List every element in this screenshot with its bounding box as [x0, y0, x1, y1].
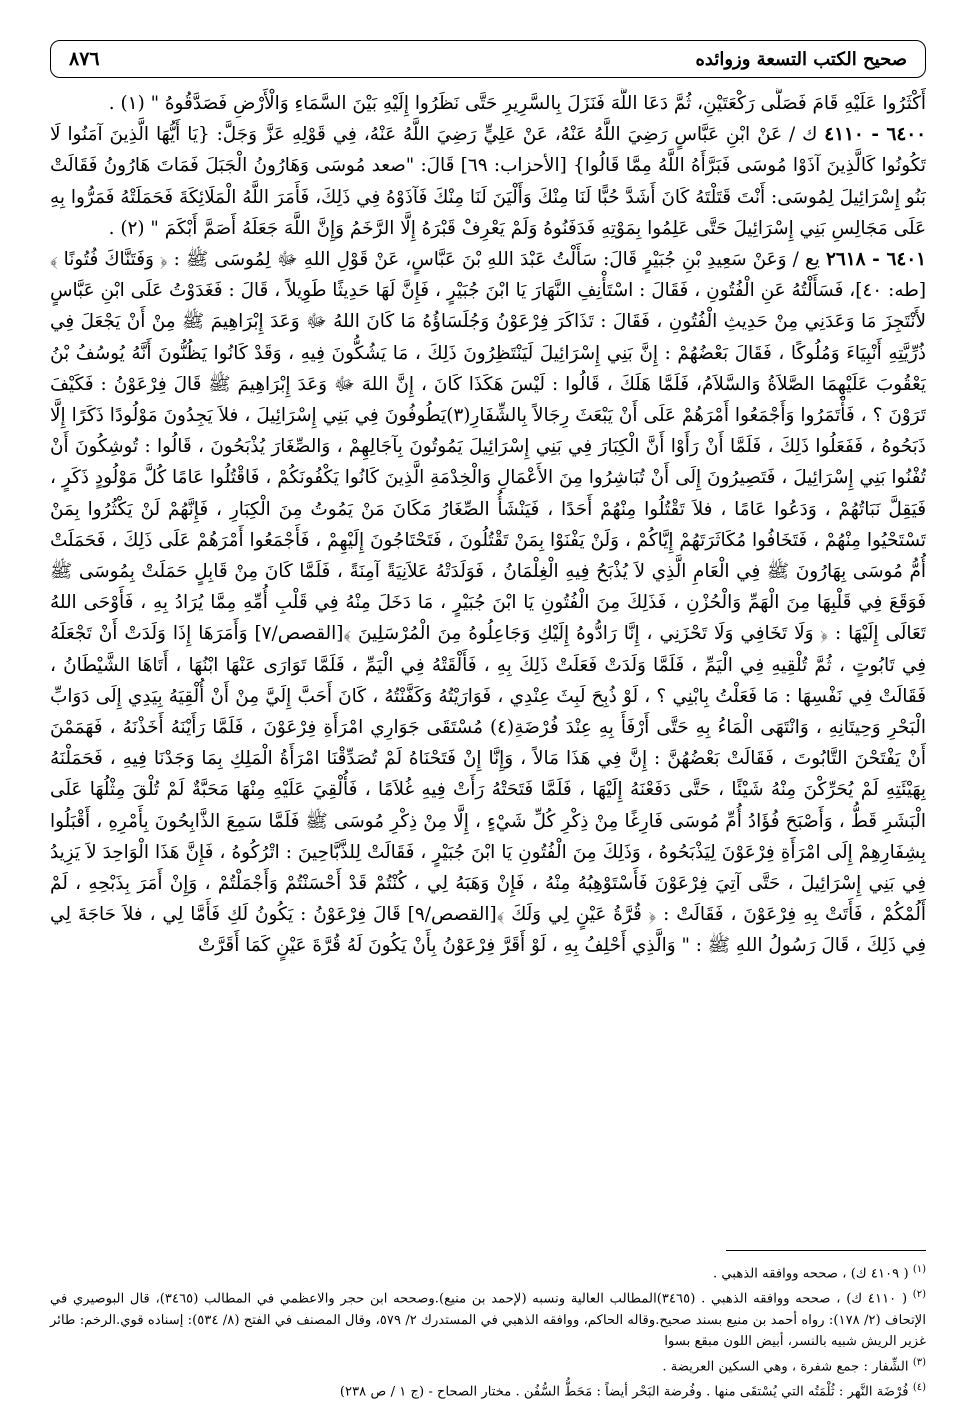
paragraph-continuation: أَكْثَرُوا عَلَيْهِ قَامَ فَصَلَّى رَكْعَتَيْنِ، ثُمَّ دَعَا اللَّهَ فَنَزَلَ بِالسَّرِيرِ حَتَّى نَظَرُوا إِلَيْهِ بَيْنَ السَّمَاءِ وَالْأَرْضِ فَصَدَّقُوهُ " (١) . — [108, 93, 926, 114]
footnote-mark: (٣) — [912, 1356, 926, 1368]
hadith-number: ٦٤٠١ - ٢٦١٨ — [825, 249, 926, 271]
footnote-text: ( ٤١٠٩ ك) ، صححه ووافقه الذهبي . — [713, 1266, 909, 1282]
hadith-6401 — [50, 244, 926, 962]
book-title: صحيح الكتب التسعة وزوائده — [695, 48, 907, 70]
footnote-text: فُرْضَة النَّهر : ثُلْمَتُه التي يُسْتقَى منها . وفُرضة البَحْر أيضاً : مَحَطُّ السُّفُن . مختار الصحاح - (ج ١ / ص ٢٣٨) — [339, 1384, 909, 1400]
hadith-text: يع / وَعَنْ سَعِيدِ بْنِ جُبَيْرٍ قَالَ: سَأَلْتُ عَبْدَ اللهِ بْنَ عَبَّاسٍ، عَنْ قَوْلِ اللهِ ﷻ لِمُوسَى ﷺ : ﴿ وَفَتَنَّاكَ فُتُونًا ﴾[طه: ٤٠]، فَسَأَلْتُهُ عَنِ الْفُتُونِ ، فَقَالَ : اسْتَأْنِفِ النَّهَارَ يَا ابْنَ جُبَيْرٍ ، فَإِنَّ لَهَا حَدِيثًا طَوِيلاً ، قَالَ : فَغَدَوْتُ عَلَى ابْنِ عَبَّاسٍ لأَنْتَجِزَ مَا وَعَدَنِي مِنْ حَدِيثِ الْفُتُونِ ، فَقَالَ : تَذَاكَرَ فِرْعَوْنُ وَجُلَسَاؤُهُ مَا كَانَ اللهُ ﷻ وَعَدَ إِبْرَاهِيمَ ﷺ مِنْ أَنْ يَجْعَلَ فِي ذُرِّيَّتِهِ أَنْبِيَاءَ وَمُلُوكًا ، فَقَالَ بَعْضُهُمْ : إِنَّ بَنِي إِسْرَائِيلَ لَيَنْتَظِرُونَ ذَلِكَ ، مَا يَشُكُّونَ فِيهِ ، وَقَدْ كَانُوا يَظُنُّونَ أَنَّهُ يُوسُفُ بْنُ يَعْقُوبَ عَلَيْهِمَا الصَّلاَةُ وَالسَّلاَمُ، فَلَمَّا هَلَكَ ، قَالُوا : لَيْسَ هَكَذَا كَانَ ، إِنَّ اللهَ ﷻ وَعَدَ إِبْرَاهِيمَ ﷺ قَالَ فِرْعَوْنُ : فَكَيْفَ تَرَوْنَ ؟ ، فَأْتَمَرُوا وَأَجْمَعُوا أَمْرَهُمْ عَلَى أَنْ يَبْعَثَ رِجَالاً بِالشِّفَارِ(٣)يَطُوفُونَ فِي بَنِي إِسْرَائِيلَ ، فلاَ يَجِدُونَ مَوْلُودًا ذَكَرًا إِلَّا ذَبَحُوهُ ، فَفَعَلُوا ذَلِكَ ، فَلَمَّا أَنْ رَأَوْا أَنَّ الْكِبَارَ فِي بَنِي إِسْرَائِيلَ يَمُوتُونَ بِآجَالِهِمْ ، وَالصِّغَارَ يُذْبَحُونَ ، قَالُوا : تُوشِكُونَ أَنْ تُفْنُوا بَنِي إِسْرَائِيلَ ، فَتَصِيرُونَ إِلَى أَنْ تُبَاشِرُوا مِنَ الأَعْمَالِ وَالْخِدْمَةِ الَّذِينَ كَانُوا يَكْفُونَكُمْ ، فَاقْتُلُوا عَامًا كُلَّ مَوْلُودٍ ذَكَرٍ ، فَيَقِلَّ نَبَاتُهُمْ ، وَدَعُوا عَامًا ، فلاَ تَقْتُلُوا مِنْهُمْ أَحَدًا ، فَيَنْشَأُ الصِّغَارُ مَكَانَ مَنْ يَمُوتُ مِنَ الْكِبَارِ ، فَإِنَّهُمْ لَنْ يَكْثُرُوا بِمَنْ تَسْتَحْيُوا مِنْهُمْ ، فَتَخَافُوا مُكَاثَرَتَهُمْ إِيَّاكُمْ ، وَلَنْ يَفْنَوْا بِمَنْ تَقْتُلُونَ ، فَتَحْتَاجُونَ إِلَيْهِمْ ، فَأَجْمَعُوا أَمْرَهُمْ عَلَى ذَلِكَ ، فَحَمَلَتْ أُمُّ مُوسَى بِهَارُونَ ﷺ فِي الْعَامِ الَّذِي لاَ يُذْبَحُ فِيهِ الْغِلْمَانُ ، فَوَلَدَتْهُ عَلاَنِيَةً آمِنَةً ، فَلَمَّا كَانَ مِنْ قَابِلٍ حَمَلَتْ بِمُوسَى ﷺ فَوَقَعَ فِي قَلْبِهَا مِنَ الْهَمِّ وَالْحُزْنِ ، فَذَلِكَ مِنَ الْفُتُونِ يَا ابْنَ جُبَيْرٍ ، مَا دَخَلَ مِنْهُ فِي قَلْبِ أُمِّهِ مِمَّا يُرَادُ بِهِ ، فَأَوْحَى اللهُ تَعَالَى إِلَيْهَا : ﴿ وَلَا تَخَافِي وَلَا تَحْزَنِي ، إِنَّا رَادُّوهُ إِلَيْكِ وَجَاعِلُوهُ مِنَ الْمُرْسَلِينَ ﴾[القصص/٧] وَأَمَرَهَا إِذَا وَلَدَتْ أَنْ تَجْعَلَهُ فِي تَابُوتٍ ، ثُمَّ تُلْقِيهِ فِي الْيَمِّ ، فَلَمَّا وَلَدَتْ فَعَلَتْ ذَلِكَ بِهِ ، فَأَلْقَتْهُ فِي الْيَمِّ ، فَلَمَّا تَوَارَى عَنْهَا ابْنُهَا ، أَتَاهَا الشَّيْطَانُ ، فَقَالَتْ فِي نَفْسِهَا : مَا فَعَلْتُ بِابْنِي ؟ ، لَوْ ذُبِحَ لَبِثَ عِنْدِي ، فَوَارَيْتُهُ وَكَفَّنْتُهُ ، كَانَ أَحَبَّ إِلَيَّ مِنْ أَنْ أُلْقِيَهُ بِيَدِي إِلَى دَوَابِّ الْبَحْرِ وَحِيتَانِهِ ، وَانْتَهَى الْمَاءُ بِهِ حَتَّى أَرْفَأَ بِهِ عِنْدَ فُرْضَةِ(٤) مُسْتَقَى جَوَارِي امْرَأَةِ فِرْعَوْنَ ، فَلَمَّا رَأَيْنَهُ أَخَذْنَهُ ، فَهَمَمْنَ أَنْ يَفْتَحْنَ التَّابُوتَ ، فَقَالَتْ بَعْضُهُنَّ : إِنَّ فِي هَذَا مَالاً ، وَإِنَّا إِنْ فَتَحْنَاهُ لَمْ تُصَدِّقْنَا امْرَأَةُ الْمَلِكِ بِمَا وَجَدْنَا فِيهِ ، فَحَمَلْنَهُ بِهَيْئَتِهِ لَمْ يُحَرِّكْنَ مِنْهُ شَيْئًا ، حَتَّى دَفَعْنَهُ إِلَيْهَا ، فَلَمَّا فَتَحَتْهُ رَأَتْ فِيهِ غُلاَمًا ، فَأُلْقِيَ عَلَيْهِ مِنْهَا مَحَبَّةٌ لَمْ تُلْقَ مِثْلُهَا عَلَى الْبَشَرِ قَطُّ ، وَأَصْبَحَ فُؤَادُ أُمِّ مُوسَى فَارِغًا مِنْ ذِكْرِ كُلِّ شَيْءٍ ، إِلَّا مِنْ ذِكْرِ مُوسَى ﷺ فَلَمَّا سَمِعَ الذَّابِحُونَ بِأَمْرِهِ ، أَقْبَلُوا بِشِفَارِهِمْ إِلَى امْرَأَةِ فِرْعَوْنَ لِيَذْبَحُوهُ ، وَذَلِكَ مِنَ الْفُتُونِ يَا ابْنَ جُبَيْرٍ ، فَقَالَتْ لِلذَّبَّاحِينَ : اتْرُكُوهُ ، فَإِنَّ هَذَا الْوَاحِدَ لاَ يَزِيدُ فِي بَنِي إِسْرَائِيلَ ، حَتَّى آتِيَ فِرْعَوْنَ فَأَسْتَوْهِبُهُ مِنْهُ ، فَإِنْ وَهَبَهُ لِي ، كُنْتُمْ قَدْ أَحْسَنْتُمْ وَأَجْمَلْتُمْ ، وَإِنْ أَمَرَ بِذَبْحِهِ ، لَمْ أَلُمْكُمْ ، فَأَتَتْ بِهِ فِرْعَوْنَ ، فَقَالَتْ : ﴿ قُرَّةُ عَيْنٍ لِي وَلَكَ ﴾[القصص/٩] قَالَ فِرْعَوْنُ : يَكُونُ لَكِ فَأَمَّا لِي ، فلاَ حَاجَةَ لِي فِي ذَلِكَ ، قَالَ رَسُولُ اللهِ ﷺ : " وَالَّذِي أَحْلِفُ بِهِ ، لَوْ أَقَرَّ فِرْعَوْنُ بِأَنْ يَكُونَ لَهُ قُرَّةَ عَيْنٍ كَمَا أَقَرَّتْ — [50, 249, 926, 957]
page — [50, 40, 926, 1400]
footnote-2 — [50, 1284, 926, 1351]
hadith-6400 — [50, 119, 926, 244]
footnote-mark: (٤) — [912, 1382, 926, 1394]
hadith-text: ك / عَنْ ابْنِ عَبَّاسٍ رَضِيَ اللَّهُ عَنْهُ، عَنْ عَلِيٍّ رَضِيَ اللَّهُ عَنْهُ، فِي قَوْلِهِ عَزَّ وَجَلَّ: {يَا أَيُّهَا الَّذِينَ آمَنُوا لَا تَكُونُوا كَالَّذِينَ آذَوْا مُوسَى فَبَرَّأَهُ اللَّهُ مِمَّا قَالُوا} [الأحزاب: ٦٩] قَالَ: "صعد مُوسَى وَهَارُونُ الْجَبَلَ فَمَاتَ هَارُونُ فَقَالَتْ بَنُو إِسْرَائِيلَ لِمُوسَى: أَنْتَ قَتَلْتَهُ كَانَ أَشَدَّ حُبًّا لَنَا مِنْكَ وَأَلْيَنَ لَنَا مِنْكَ فَآذَوْهُ فِي ذَلِكَ، فَأَمَرَ اللَّهُ الْمَلَائِكَةَ فَحَمَلَتْهُ فَمَرُّوا بِهِ عَلَى مَجَالِسِ بَنِي إِسْرَائِيلَ حَتَّى عَلِمُوا بِمَوْتِهِ فَدَفَنُوهُ وَلَمْ يَعْرِفْ قَبْرَهُ إِلَّا الرَّخَمُ وَإِنَّ اللَّهَ جَعَلَهُ أَصَمَّ أَبْكَمَ " (٢) . — [50, 124, 926, 239]
footnotes — [50, 1259, 926, 1403]
hadith-number: ٦٤٠٠ - ٤١١٠ — [824, 124, 926, 146]
footnote-3 — [50, 1352, 926, 1377]
footnote-text: ( ٤١١٠ ك) ، صححه ووافقه الذهبي . (٣٤٦٥)المطالب العالية ونسبه (لإحمد بن منيع).وصححه ابن حجر والاعظمي في المطالب (٣٤٦٥)، قال البوصيري في الإتحاف (٢/ ١٧٨): رواه أحمد بن منيع بسند صحيح.وقاله الحاكم، ووافقه الذهبي في المستدرك ٢/ ٥٧٩، وقال المصنف في الفتح (٨/ ٥٣٤): إسناده قوي.الرخم: طائر غزير الريش شبيه بالنسر، أبيض اللون مبقع بسوا — [50, 1291, 926, 1349]
page-number: ٨٧٦ — [69, 48, 100, 70]
footnote-4 — [50, 1377, 926, 1402]
footnote-text: الشِّفار : جمع شفرة ، وهي السكين العريضة . — [662, 1359, 909, 1375]
footnote-mark: (١) — [912, 1264, 926, 1275]
footnote-mark: (٢) — [912, 1289, 926, 1301]
footnote-separator — [726, 1250, 926, 1251]
main-text — [50, 88, 926, 1240]
page-header — [50, 40, 926, 78]
footnote-1 — [50, 1259, 926, 1284]
